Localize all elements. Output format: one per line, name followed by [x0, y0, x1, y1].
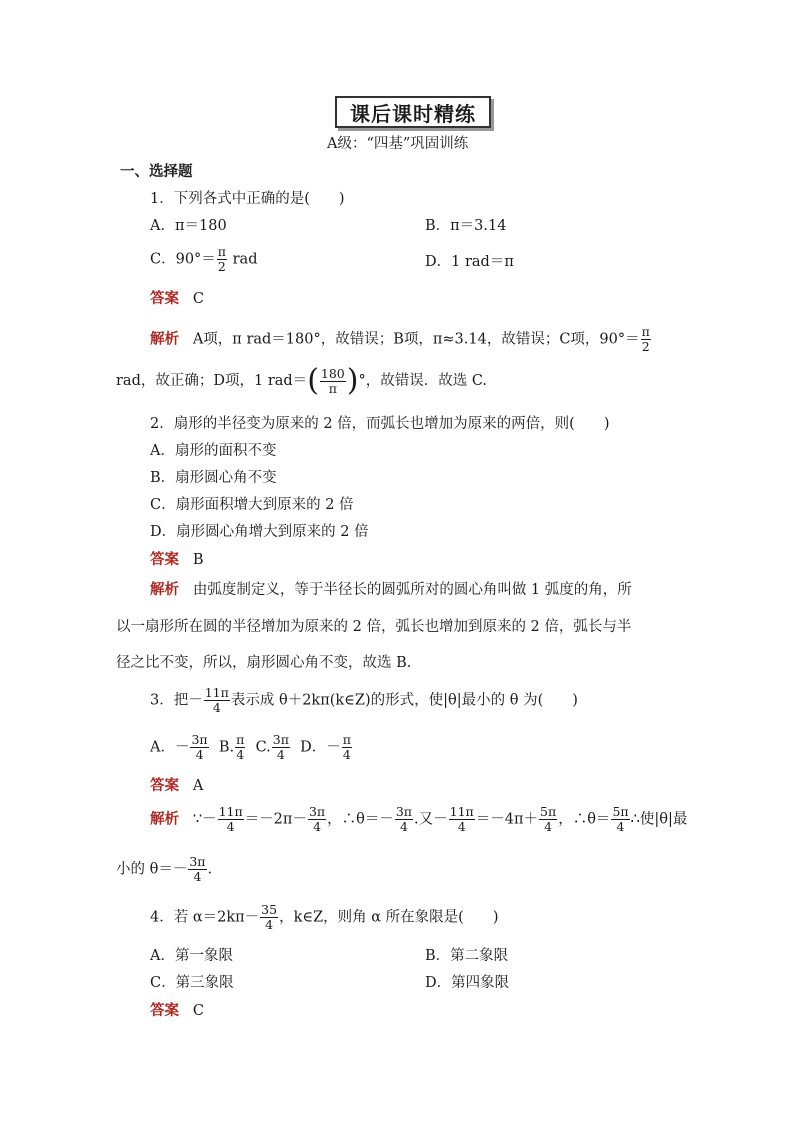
q2-option-d: D．扇形圆心角增大到原来的 2 倍 [150, 524, 369, 540]
fraction: $\frac{35}{4}$ [261, 902, 278, 932]
fraction: $\frac{5\pi}{4}$ [612, 804, 629, 834]
q2-option-c: C．扇形面积增大到原来的 2 倍 [150, 497, 354, 513]
fraction: $\frac{3\pi}{4}$ [395, 804, 413, 834]
answer-value: C [192, 291, 204, 307]
answer-label: 答案 [150, 551, 179, 568]
q1-stem: 1．下列各式中正确的是( ) [150, 191, 345, 207]
fraction: $\frac{3\pi}{4}$ [189, 854, 206, 884]
q1-option-b: B．π＝3.14 [425, 218, 507, 234]
q1-option-c: C．90°＝ $\frac{\pi}{2}$ rad [150, 244, 258, 274]
answer-value: A [192, 778, 204, 794]
q4-option-c: C．第三象限 [150, 975, 234, 991]
answer-label: 答案 [150, 1002, 179, 1019]
analysis-label: 解析 [150, 810, 179, 828]
q4-option-d: D．第四象限 [425, 975, 510, 991]
q2-analysis-line2: 以一扇形所在圆的半径增加为原来的 2 倍，弧长也增加到原来的 2 倍，弧长与半 [116, 619, 632, 635]
q1-answer [150, 289, 204, 309]
q1-option-d: D．1 rad＝π [425, 254, 514, 270]
analysis-label: 解析 [150, 581, 179, 598]
q3-stem: 3．把－ $\frac{11\pi}{4}$ 表示成 θ＋2kπ(k∈Z)的形式，使|θ|最小的 θ 为( ) [150, 685, 578, 715]
q3-option-b: B. [218, 739, 235, 756]
q2-stem: 2．扇形的半径变为原来的 2 倍，而弧长也增加为原来的两倍，则( ) [150, 416, 610, 432]
fraction: $\frac{11\pi}{4}$ [218, 804, 243, 834]
q3-options [150, 733, 353, 762]
fraction: $\frac{180}{\pi}$ [320, 365, 345, 396]
q1-option-a: A．π＝180 [150, 218, 227, 234]
analysis-label: 解析 [150, 330, 179, 348]
q3-answer [150, 776, 203, 796]
q3-option-d: D．－ [300, 739, 341, 756]
page-title: 课后课时精练 [335, 96, 491, 128]
answer-value: C [192, 1003, 204, 1019]
answer-label: 答案 [150, 777, 179, 794]
q2-analysis-line3: 径之比不变，所以，扇形圆心角不变，故选 B. [116, 655, 412, 671]
fraction: $\frac{\pi}{4}$ [236, 732, 245, 762]
fraction: $\frac{3\pi}{4}$ [191, 732, 208, 762]
fraction: $\frac{\pi}{2}$ [641, 324, 650, 354]
fraction: $\frac{5\pi}{4}$ [540, 804, 557, 834]
fraction: $\frac{3\pi}{4}$ [272, 732, 289, 762]
fraction: $\frac{\pi}{2}$ [217, 244, 227, 274]
fraction: $\frac{\pi}{4}$ [342, 732, 352, 762]
q2-option-a: A．扇形的面积不变 [150, 443, 277, 459]
q3-option-c: C. [255, 739, 271, 756]
q3-analysis-line2: 小的 θ＝－ $\frac{3\pi}{4}$ . [116, 854, 213, 884]
q1-analysis-line2: rad，故正确；D项，1 rad＝( $\frac{180}{\pi}$ )°，故错误．故选 C. [116, 363, 488, 398]
answer-value: B [192, 552, 204, 568]
q2-option-b: B．扇形圆心角不变 [150, 470, 277, 486]
q4-stem: 4．若 α＝2kπ－ $\frac{35}{4}$ ，k∈Z，则角 α 所在象限是( ) [150, 902, 499, 932]
q4-option-b: B．第二象限 [425, 948, 509, 964]
q4-answer [150, 1001, 204, 1021]
section-heading: 一、选择题 [120, 163, 193, 180]
fraction: $\frac{11\pi}{4}$ [449, 804, 474, 834]
answer-label: 答案 [150, 290, 179, 307]
q2-answer [150, 550, 203, 570]
fraction: $\frac{11\pi}{4}$ [204, 685, 229, 715]
q4-option-a: A．第一象限 [150, 948, 233, 964]
q1-analysis-line1: 解析 A项，π rad＝180°，故错误；B项，π≈3.14，故错误；C项，90°＝ $\frac{\pi}{2}$ [150, 324, 650, 354]
q3-analysis-line1: 解析 ∵－ $\frac{11\pi}{4}$ ＝－2π－ $\frac{3\pi}{4}$ ，∴θ＝－ $\frac{3\pi}{4}$ .又－ $\frac{11\pi}{4}$ ＝－4π＋ $\frac{5\pi}{4}$ ，∴θ＝ $\frac{5\pi}{4}$ ∴使|θ|最 [150, 804, 688, 834]
q1-option-c-text: C．90°＝ [150, 251, 216, 268]
q3-option-a: A．－ [150, 739, 190, 756]
q2-analysis-line1: 解析 由弧度制定义，等于半径长的圆弧所对的圆心角叫做 1 弧度的角，所 [150, 581, 632, 598]
subtitle: A级：“四基”巩固训练 [327, 136, 469, 152]
fraction: $\frac{3\pi}{4}$ [308, 804, 326, 834]
